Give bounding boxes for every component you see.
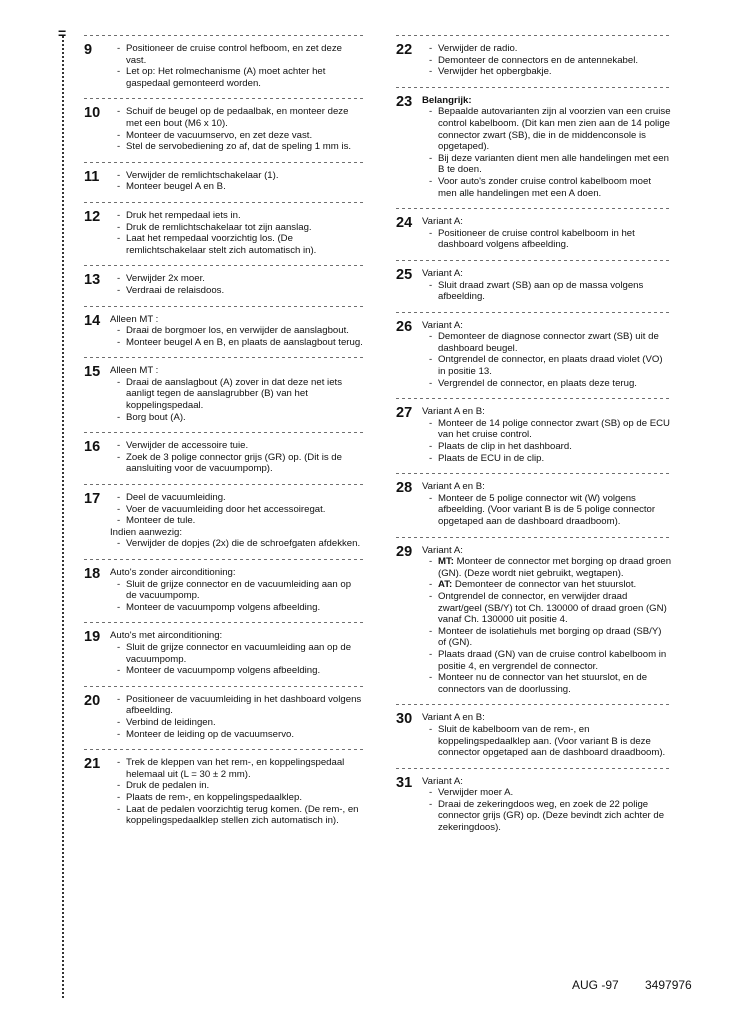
step-separator: [84, 481, 364, 488]
step-instruction: - Stel de servobediening zo af, dat de speling 1 mm is.: [117, 141, 364, 153]
step-instruction: - Bepaalde autovarianten zijn al voorzien van een cruise control kabelboom. (Dit kan men zien aan de 14 polige connector zwart (SB), die in de middenconsole is opgetaped).: [429, 106, 672, 152]
step-number: 17: [84, 491, 101, 508]
step-body: [110, 757, 364, 827]
step-number: 11: [84, 168, 100, 185]
footer-document-code: 3497976: [645, 978, 692, 992]
step-instruction: - Verwijder de radio.: [429, 43, 672, 55]
step-instruction: - Zoek de 3 polige connector grijs (GR) op. (Dit is de aansluiting voor de vacuumpomp).: [117, 452, 364, 475]
step-instruction: - Borg bout (A).: [117, 412, 364, 424]
step-number: 15: [84, 364, 101, 381]
step-separator: [396, 701, 672, 708]
step-instruction: - Monteer de vacuumpomp volgens afbeelding.: [117, 665, 364, 677]
step-29: [396, 545, 672, 696]
step-instruction: - Laat de pedalen voorzichtig terug komen. (De rem-, en koppelingspedaalklep stellen zich automatisch in).: [117, 804, 364, 827]
step-instruction: - Voor auto's zonder cruise control kabelboom moet men alle handelingen met een A doen.: [429, 176, 672, 199]
step-separator: [84, 199, 364, 206]
step-separator: [396, 205, 672, 212]
step-instruction: - Sluit de grijze connector en vacuumleiding aan op de vacuumpomp.: [117, 642, 364, 665]
step-instruction: - Ontgrendel de connector, en plaats draad violet (VO) in positie 13.: [429, 354, 672, 377]
step-instruction: - Verwijder 2x moer.: [117, 273, 364, 285]
step-instruction: - Schuif de beugel op de pedaalbak, en monteer deze met een bout (M6 x 10).: [117, 106, 364, 129]
step-instruction: - Positioneer de cruise control kabelboom in het dashboard volgens afbeelding.: [429, 228, 672, 251]
step-instruction: - Verbind de leidingen.: [117, 717, 364, 729]
step-body: [110, 170, 364, 193]
step-body: [422, 320, 672, 390]
step-instruction: - Monteer de 14 polige connector zwart (SB) op de ECU van het cruise control.: [429, 418, 672, 441]
step-instruction: - Deel de vacuumleiding.: [117, 492, 364, 504]
step-instruction: - Sluit de kabelboom van de rem-, en koppelingspedaalklep aan. (Voor variant B is deze connector opgetaped aan de dashboard draadboom).: [429, 724, 672, 759]
step-instruction: - Monteer beugel A en B, en plaats de aanslagbout terug.: [117, 337, 364, 349]
step-22: [396, 43, 672, 78]
step-26: [396, 320, 672, 390]
step-12: [84, 210, 364, 256]
step-instruction: - Monteer de 5 polige connector wit (W) volgens afbeelding. (Voor variant B is de 5 polige connector opgetaped aan de dashboard draadboom).: [429, 493, 672, 528]
step-number: 21: [84, 756, 101, 773]
step-body: [110, 567, 364, 613]
step-20: [84, 694, 364, 740]
step-number: 14: [84, 312, 101, 329]
step-heading: Variant A en B:: [422, 406, 485, 418]
step-separator: [396, 395, 672, 402]
step-instruction: - Monteer de leiding op de vacuumservo.: [117, 729, 364, 741]
step-instruction: - Verdraai de relaisdoos.: [117, 285, 364, 297]
step-number: 30: [396, 711, 413, 728]
step-instruction: - Verwijder moer A.: [429, 787, 672, 799]
step-9: [84, 43, 364, 89]
step-instruction: - Demonteer de connectors en de antennekabel.: [429, 55, 672, 67]
step-body: [110, 440, 364, 475]
step-number: 22: [396, 42, 413, 58]
step-instruction: - Plaats de rem-, en koppelingspedaalklep.: [117, 792, 364, 804]
step-separator: [396, 470, 672, 477]
step-24: [396, 216, 672, 251]
step-instruction: - Voer de vacuumleiding door het accessoiregat.: [117, 504, 364, 516]
step-instruction: [429, 579, 672, 591]
step-instruction: - Druk de remlichtschakelaar tot zijn aanslag.: [117, 222, 364, 234]
step-body: [422, 776, 672, 834]
step-instruction: - Monteer de vacuumpomp volgens afbeelding.: [117, 602, 364, 614]
step-13: [84, 273, 364, 296]
step-heading: Alleen MT :: [110, 365, 159, 377]
step-number: 26: [396, 318, 413, 335]
step-heading: Auto's met airconditioning:: [110, 630, 223, 642]
step-separator: [396, 765, 672, 772]
step-number: 29: [396, 543, 413, 560]
step-number: 9: [84, 42, 93, 58]
step-heading: Variant A en B:: [422, 481, 485, 493]
step-heading: Variant A:: [422, 544, 463, 556]
step-18: [84, 567, 364, 613]
step-body: [422, 481, 672, 527]
step-14: [84, 314, 364, 349]
step-instruction: - Laat het rempedaal voorzichtig los. (De remlichtschakelaar stelt zich automatisch in).: [117, 233, 364, 256]
step-number: 18: [84, 566, 101, 582]
step-separator: [84, 95, 364, 102]
step-19: [84, 630, 364, 676]
binding-dotted-line: [62, 36, 64, 998]
binding-mark: =: [58, 25, 67, 41]
step-heading: Belangrijk:: [422, 94, 472, 106]
step-25: [396, 268, 672, 303]
step-separator: [84, 159, 364, 166]
step-instruction: - Plaats draad (GN) van de cruise control kabelboom in positie 4, en vergrendel de connector.: [429, 649, 672, 672]
step-body: [422, 268, 672, 303]
step-body: [422, 216, 672, 251]
step-instruction: - Verwijder het opbergbakje.: [429, 66, 672, 78]
step-21: [84, 757, 364, 827]
step-separator: [396, 534, 672, 541]
step-number: 19: [84, 629, 101, 646]
step-number: 24: [396, 215, 413, 232]
step-17: [84, 492, 364, 550]
step-instruction: - Verwijder de accessoire tuie.: [117, 440, 364, 452]
step-instruction: - Monteer de isolatiehuls met borging op draad (SB/Y) of (GN).: [429, 626, 672, 649]
step-body: [110, 492, 364, 550]
step-body: [110, 694, 364, 740]
step-body: [110, 630, 364, 676]
step-separator: [84, 303, 364, 310]
step-instruction: - Sluit de grijze connector en de vacuumleiding aan op de vacuumpomp.: [117, 579, 364, 602]
step-heading: Variant A:: [422, 775, 463, 787]
step-separator: [396, 32, 672, 39]
step-number: 12: [84, 208, 101, 225]
step-instruction: - Plaats de clip in het dashboard.: [429, 441, 672, 453]
step-separator: [84, 556, 364, 563]
step-number: 16: [84, 439, 101, 456]
step-separator: [84, 262, 364, 269]
step-instruction: - Verwijder de remlichtschakelaar (1).: [117, 170, 364, 182]
step-instruction: - Positioneer de cruise control hefboom, en zet deze vast.: [117, 43, 364, 66]
instruction-label: AT:: [438, 579, 453, 591]
step-heading: Variant A en B:: [422, 712, 485, 724]
step-16: [84, 440, 364, 475]
step-instruction: - Trek de kleppen van het rem-, en koppelingspedaal helemaal uit (L = 30 ± 2 mm).: [117, 757, 364, 780]
step-separator: [396, 309, 672, 316]
step-number: 23: [396, 93, 413, 110]
step-instruction: - Monteer nu de connector van het stuurslot, en de connectors van de doorlussing.: [429, 672, 672, 695]
step-15: [84, 365, 364, 423]
step-number: 13: [84, 272, 101, 289]
left-column: [84, 32, 364, 833]
step-body: [422, 43, 672, 78]
step-instruction: - Bij deze varianten dient men alle handelingen met een B te doen.: [429, 153, 672, 176]
step-number: 20: [84, 692, 101, 709]
instruction-text: Demonteer de connector van het stuurslot.: [454, 579, 637, 591]
step-10: [84, 106, 364, 152]
step-instruction: - Ontgrendel de connector, en verwijder draad zwart/geel (SB/Y) tot Ch. 130000 of draad groen (GN) vanaf Ch. 130000 uit positie 4.: [429, 591, 672, 626]
step-note: Indien aanwezig:: [110, 526, 183, 538]
step-27: [396, 406, 672, 464]
step-instruction: [429, 556, 672, 579]
step-30: [396, 712, 672, 758]
step-instruction: - Monteer de vacuumservo, en zet deze vast.: [117, 130, 364, 142]
step-number: 31: [396, 774, 413, 791]
step-number: 27: [396, 405, 413, 422]
step-separator: [396, 84, 672, 91]
step-instruction: - Sluit draad zwart (SB) aan op de massa volgens afbeelding.: [429, 280, 672, 303]
step-separator: [84, 32, 364, 39]
step-body: [110, 273, 364, 296]
step-heading: Auto's zonder airconditioning:: [110, 567, 236, 578]
step-body: [110, 365, 364, 423]
step-number: 25: [396, 266, 413, 283]
step-instruction: - Draai de aanslagbout (A) zover in dat deze net iets aanligt tegen de aanslagrubber (B) van het koppelingspedaal.: [117, 377, 364, 412]
step-separator: [84, 619, 364, 626]
step-31: [396, 776, 672, 834]
step-instruction: - Let op: Het rolmechanisme (A) moet achter het gaspedaal gemonteerd worden.: [117, 66, 364, 89]
step-heading: Variant A:: [422, 216, 463, 228]
step-body: [110, 210, 364, 256]
step-number: 10: [84, 105, 101, 122]
step-instruction: - Druk het rempedaal iets in.: [117, 210, 364, 222]
step-instruction: - Monteer beugel A en B.: [117, 181, 364, 193]
step-body: [110, 106, 364, 152]
instruction-label: MT:: [438, 556, 454, 568]
step-instruction: - Draai de borgmoer los, en verwijder de aanslagbout.: [117, 325, 364, 337]
step-body: [110, 314, 364, 349]
step-instruction: - Druk de pedalen in.: [117, 780, 364, 792]
step-instruction: - Monteer de tule.: [117, 515, 364, 527]
step-23: [396, 95, 672, 199]
step-separator: [84, 683, 364, 690]
step-instruction: - Draai de zekeringdoos weg, en zoek de 22 polige connector grijs (GR) op. (Deze bevindt zich achter de zekeringdoos).: [429, 799, 672, 834]
step-instruction: - Verwijder de dopjes (2x) die de schroefgaten afdekken.: [117, 538, 364, 550]
instruction-text: Monteer de connector met borging op draad groen (GN). (Deze wordt niet gebruikt, wegtapen).: [438, 556, 672, 579]
step-number: 28: [396, 480, 413, 497]
step-separator: [84, 746, 364, 753]
step-instruction: - Demonteer de diagnose connector zwart (SB) uit de dashboard beugel.: [429, 331, 672, 354]
step-instruction: - Vergrendel de connector, en plaats deze terug.: [429, 378, 672, 390]
step-body: [422, 406, 672, 464]
step-11: [84, 170, 364, 193]
step-heading: Variant A:: [422, 319, 463, 331]
step-instruction: - Plaats de ECU in de clip.: [429, 453, 672, 465]
step-body: [110, 43, 364, 89]
step-separator: [396, 257, 672, 264]
step-heading: Variant A:: [422, 267, 463, 279]
footer-date: AUG -97: [572, 978, 619, 992]
step-28: [396, 481, 672, 527]
step-separator: [84, 354, 364, 361]
right-column: [396, 32, 672, 840]
step-body: [422, 712, 672, 758]
step-separator: [84, 429, 364, 436]
step-body: [422, 545, 672, 696]
step-body: [422, 95, 672, 199]
step-heading: Alleen MT :: [110, 313, 159, 325]
step-instruction: - Positioneer de vacuumleiding in het dashboard volgens afbeelding.: [117, 694, 364, 717]
